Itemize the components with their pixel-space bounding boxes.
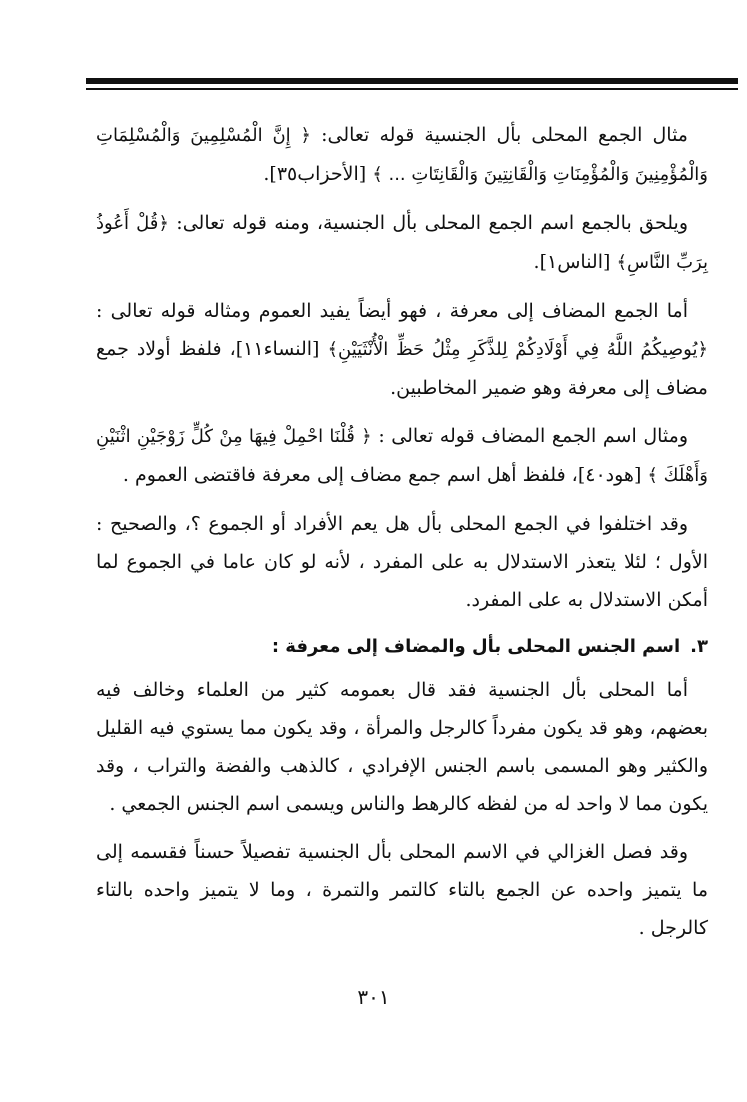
page-body: [96, 116, 708, 957]
paragraph-text: ومثال اسم الجمع المضاف قوله تعالى :: [371, 425, 688, 447]
paragraph-collective-noun: [96, 204, 708, 282]
quran-verse: ﴿ قُلْنَا احْمِلْ فِيهَا مِنْ كُلٍّ زَوْجَيْنِ اثْنَيْنِ وَأَهْلَكَ ﴾: [96, 426, 708, 486]
paragraph-text: وقد اختلفوا في الجمع المحلى بأل هل يعم الأفراد أو الجموع ؟، والصحيح : الأول ؛ لئلا يتعذر الاستدلال به على المفرد ، لأنه لو كان عاما في الجموع لما أمكن الاستدلال به على المفرد.: [96, 513, 708, 611]
verse-reference: [الأحزاب٣٥].: [263, 163, 373, 185]
verse-reference: [الناس١].: [533, 251, 617, 273]
paragraph-plural-with-al: [96, 116, 708, 194]
paragraph-ghazali: [96, 833, 708, 947]
paragraph-disagreement: [96, 505, 708, 619]
quran-verse: ﴿قُلْ أَعُوذُ بِرَبِّ النَّاسِ﴾: [96, 213, 708, 273]
section-title: اسم الجنس المحلى بأل والمضاف إلى معرفة :: [271, 636, 681, 657]
paragraph-text: أما الجمع المضاف إلى معرفة ، فهو أيضاً يفيد العموم ومثاله قوله تعالى :: [96, 300, 688, 322]
paragraph-text: مثال الجمع المحلى بأل الجنسية قوله تعالى:: [310, 124, 688, 146]
paragraph-text: أما المحلى بأل الجنسية فقد قال بعمومه كثير من العلماء وخالف فيه بعضهم، وهو قد يكون مفرداً كالرجل والمرأة ، وقد يكون مما يستوي فيه القليل والكثير وهو المسمى باسم الجنس الإفرادي ، كالذهب والفضة والتراب ، وقد يكون مما لا واحد له من لفظه كالرهط والناس ويسمى اسم الجنس الجمعي .: [96, 679, 708, 815]
paragraph-generic-noun: [96, 671, 708, 823]
verse-reference: [هود٤٠]، فلفظ أهل اسم جمع مضاف إلى معرفة فاقتضى العموم .: [122, 464, 648, 486]
verse-reference: [النساء١١]، فلفظ أولاد جمع مضاف إلى معرفة وهو ضمير المخاطبين.: [96, 338, 708, 399]
paragraph-plural-annexed: [96, 292, 708, 407]
section-number: ٣.: [690, 636, 708, 657]
header-rule-thick: [86, 78, 738, 84]
header-rule-thin: [86, 88, 738, 90]
paragraph-text: وقد فصل الغزالي في الاسم المحلى بأل الجنسية تفصيلاً حسناً فقسمه إلى ما يتميز واحده عن الجمع بالتاء كالتمر والتمرة ، وما لا يتميز واحده بالتاء كالرجل .: [96, 841, 708, 939]
page-number: ٣٠١: [357, 985, 390, 1009]
section-heading: [96, 629, 708, 665]
quran-verse: ﴿ إِنَّ الْمُسْلِمِينَ وَالْمُسْلِمَاتِ وَالْمُؤْمِنِينَ وَالْمُؤْمِنَاتِ وَالْقَانِتِينَ وَالْقَانِتَاتِ ... ﴾: [96, 125, 708, 185]
quran-verse: ﴿يُوصِيكُمُ اللَّهُ فِي أَوْلَادِكُمْ لِلذَّكَرِ مِثْلُ حَظِّ الْأُنْثَيَيْنِ﴾: [327, 339, 709, 360]
paragraph-collective-annexed: [96, 417, 708, 495]
paragraph-text: ويلحق بالجمع اسم الجمع المحلى بأل الجنسية، ومنه قوله تعالى:: [168, 212, 688, 234]
